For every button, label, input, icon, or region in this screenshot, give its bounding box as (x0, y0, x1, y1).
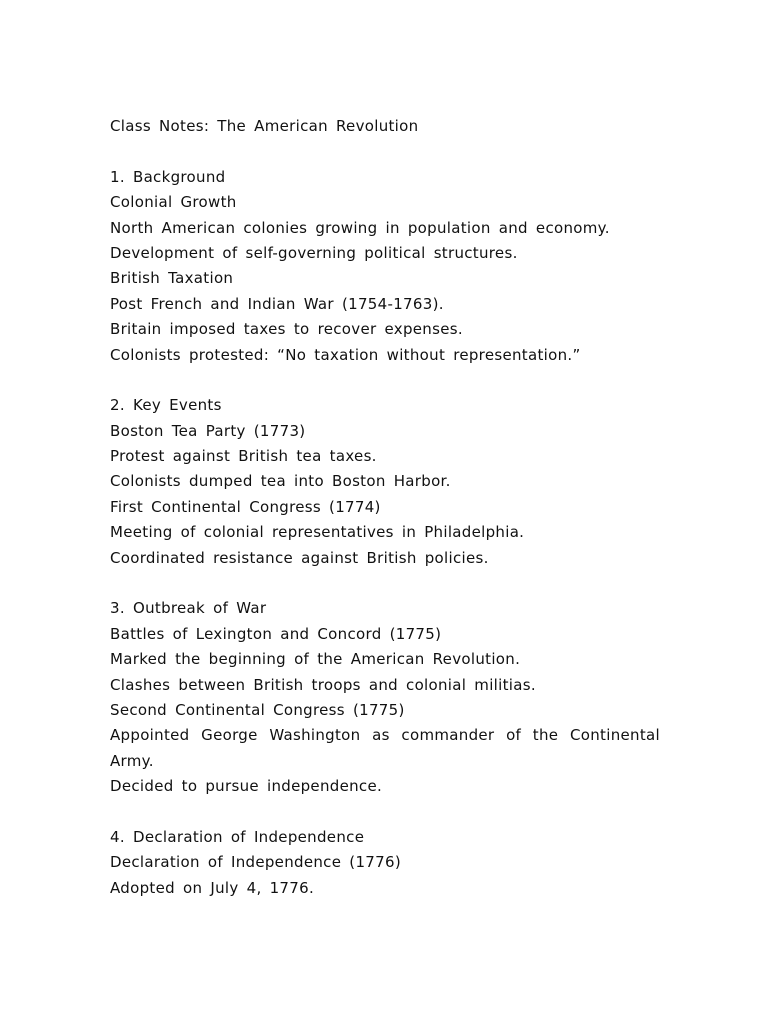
note-line: Clashes between British troops and colonial militias. (110, 675, 536, 694)
section-heading-declaration: 4. Declaration of Independence (110, 827, 365, 846)
note-line: Meeting of colonial representatives in Philadelphia. (110, 523, 525, 542)
note-line: Colonists protested: “No taxation without representation.” (110, 345, 581, 364)
subheading-boston-tea-party: Boston Tea Party (1773) (110, 421, 306, 440)
note-line: Development of self-governing political structures. (110, 243, 518, 262)
subheading-colonial-growth: Colonial Growth (110, 193, 237, 212)
note-line: Post French and Indian War (1754-1763). (110, 294, 444, 313)
notes-content (110, 114, 660, 901)
note-line: Adopted on July 4, 1776. (110, 878, 315, 897)
subheading-first-continental-congress: First Continental Congress (1774) (110, 497, 381, 516)
note-line: Coordinated resistance against British policies. (110, 548, 489, 567)
note-line: Colonists dumped tea into Boston Harbor. (110, 472, 451, 491)
section-heading-outbreak-of-war: 3. Outbreak of War (110, 599, 267, 618)
subheading-lexington-concord: Battles of Lexington and Concord (1775) (110, 624, 442, 643)
spacer (110, 571, 660, 596)
document-title: Class Notes: The American Revolution (110, 117, 419, 135)
note-line: Marked the beginning of the American Revolution. (110, 650, 521, 669)
spacer (110, 368, 660, 393)
spacer (110, 800, 660, 825)
subheading-british-taxation: British Taxation (110, 269, 234, 288)
note-line: Appointed George Washington as commander of the Continental Army. (110, 726, 660, 770)
section-heading-background: 1. Background (110, 167, 226, 186)
note-line: Decided to pursue independence. (110, 777, 383, 796)
note-line: Protest against British tea taxes. (110, 447, 377, 466)
subheading-declaration-1776: Declaration of Independence (1776) (110, 853, 401, 872)
spacer (110, 139, 660, 164)
section-heading-key-events: 2. Key Events (110, 396, 222, 415)
note-line: North American colonies growing in population and economy. (110, 218, 610, 237)
subheading-second-continental-congress: Second Continental Congress (1775) (110, 700, 405, 719)
note-line: Britain imposed taxes to recover expenses. (110, 320, 463, 339)
